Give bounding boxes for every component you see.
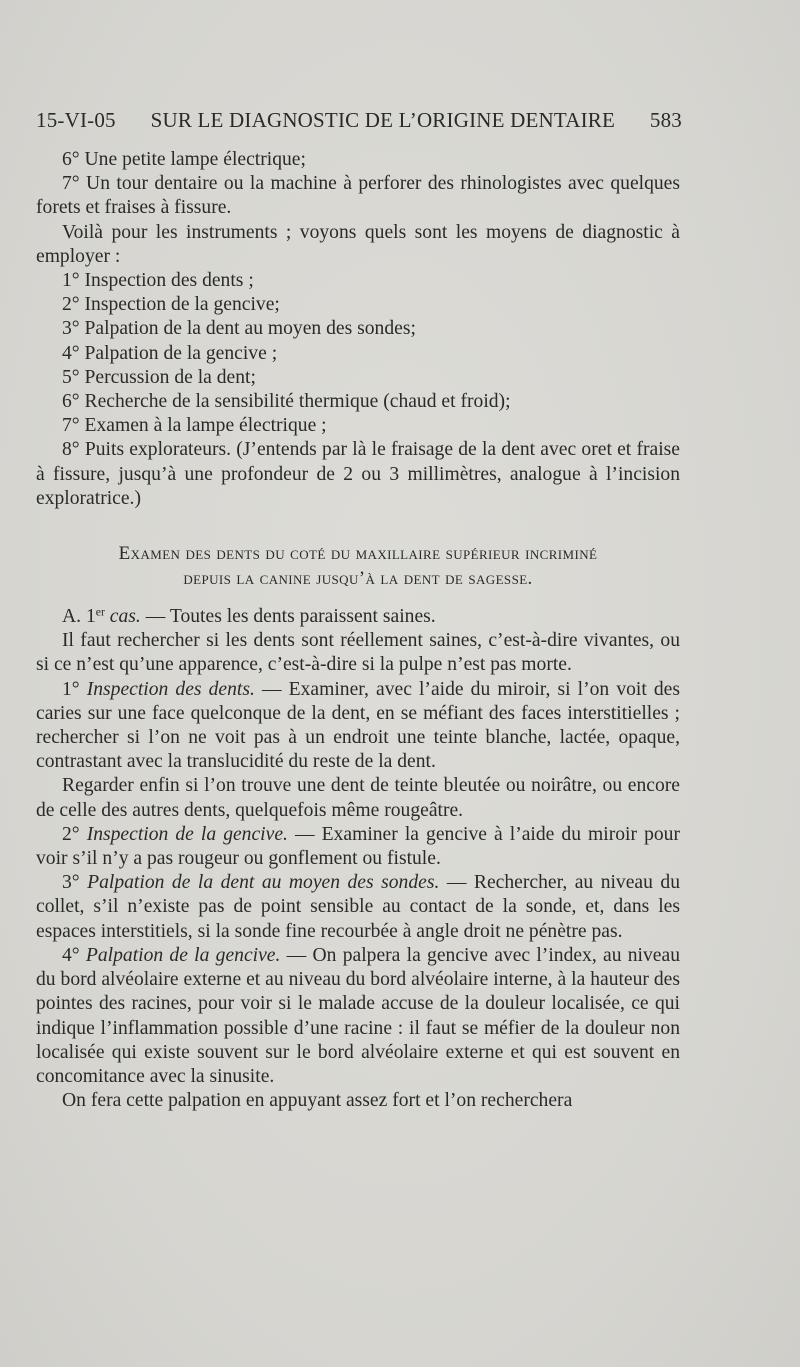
section-heading-line1: Examen des dents du coté du maxillaire supérieur incriminé: [118, 543, 598, 565]
page-number: 583: [649, 108, 682, 132]
header-title: SUR LE DIAGNOSTIC DE L’ORIGINE DENTAIRE: [150, 108, 616, 132]
subsection-number: 1°: [62, 678, 87, 700]
list-item: 8° Puits explorateurs. (J’entends par là le fraisage de la dent avec oret et fraise à fissure, jusqu’à une profondeur de 2 ou 3 millimètres, analogue à l’incision exploratrice.): [36, 439, 680, 509]
list-item: 4° Palpation de la gencive ;: [62, 342, 278, 364]
case-text: — Toutes les dents paraissent saines.: [140, 606, 436, 628]
subsection-paragraph: [36, 944, 680, 1089]
list-item: 6° Recherche de la sensibilité thermique (chaud et froid);: [62, 391, 511, 413]
subsection-number: 2°: [62, 823, 87, 845]
subsection-text: — On palpera la gencive avec l’index, au niveau du bord alvéolaire externe et au niveau du bord alvéolaire interne, à la hauteur des pointes des racines, pour voir si le malade accuse de la douleur localisée, ce qui indique l’inflammation possible d’une racine : il faut se méfier de la douleur non localisée qui existe souvent sur le bord alvéolaire externe et qui est souvent en concomitance avec la sinusite.: [36, 944, 680, 1087]
running-header: [36, 108, 682, 133]
subsection-text: — Examiner la gencive à l’aide du miroir pour voir s’il n’y a pas rougeur ou gonflement ou fistule.: [36, 823, 680, 870]
subsection-text: — Examiner, avec l’aide du miroir, si l’on voit des caries sur une face quelconque de la dent, en se méfiant des faces interstitielles ; rechercher si l’on ne voit pas à un endroit une teinte blanche, lactée, opaque, contrastant avec la translucidité du reste de la dent.: [36, 678, 681, 773]
list-item: 7° Examen à la lampe électrique ;: [62, 415, 327, 437]
case-label: cas.: [109, 606, 141, 628]
subsection-label: Palpation de la gencive.: [85, 944, 281, 966]
subsection-number: 4°: [62, 944, 86, 966]
subsection-label: Inspection des dents.: [86, 678, 255, 700]
subsection-paragraph: [36, 871, 680, 944]
list-item: 7° Un tour dentaire ou la machine à perforer des rhinologistes avec quelques forets et fraises à fissure.: [36, 173, 680, 219]
section-heading: [36, 541, 680, 591]
paragraph: Regarder enfin si l’on trouve une dent de teinte bleutée ou noirâtre, ou encore de celle des autres dents, quelquefois même rougeâtre.: [36, 775, 680, 821]
case-prefix: A. 1: [62, 606, 96, 628]
list-item: 5° Percussion de la dent;: [62, 366, 256, 388]
subsection-paragraph: [36, 678, 680, 775]
subsection-paragraph: [36, 823, 680, 871]
case-sup: er: [95, 605, 105, 619]
case-heading: [36, 605, 680, 629]
subsection-number: 3°: [62, 872, 88, 894]
list-item: 3° Palpation de la dent au moyen des sondes;: [62, 318, 416, 340]
header-date: 15-VI-05: [36, 108, 116, 132]
list-item: 6° Une petite lampe électrique;: [62, 149, 306, 170]
paragraph-last: On fera cette palpation en appuyant assez fort et l’on recherchera: [62, 1090, 573, 1112]
list-item: 2° Inspection de la gencive;: [62, 294, 280, 316]
page-body: [36, 148, 680, 1113]
paragraph-intro: Voilà pour les instruments ; voyons quels sont les moyens de diagnostic à employer :: [36, 221, 680, 267]
subsection-label: Inspection de la gencive.: [86, 823, 288, 845]
paragraph: Il faut rechercher si les dents sont réellement saines, c’est-à-dire vivantes, ou si ce n’est qu’une apparence, c’est-à-dire si la pulpe n’est pas morte.: [36, 630, 680, 676]
subsection-text: — Rechercher, au niveau du collet, s’il n’existe pas de point sensible au contact de la sonde, et, dans les espaces interstitiels, si la sonde fine recourbée à angle droit ne pénètre pas.: [36, 872, 680, 942]
list-item: 1° Inspection des dents ;: [62, 270, 254, 292]
subsection-label: Palpation de la dent au moyen des sondes.: [87, 872, 440, 894]
section-heading-line2: depuis la canine jusqu’à la dent de sagesse.: [183, 568, 533, 590]
